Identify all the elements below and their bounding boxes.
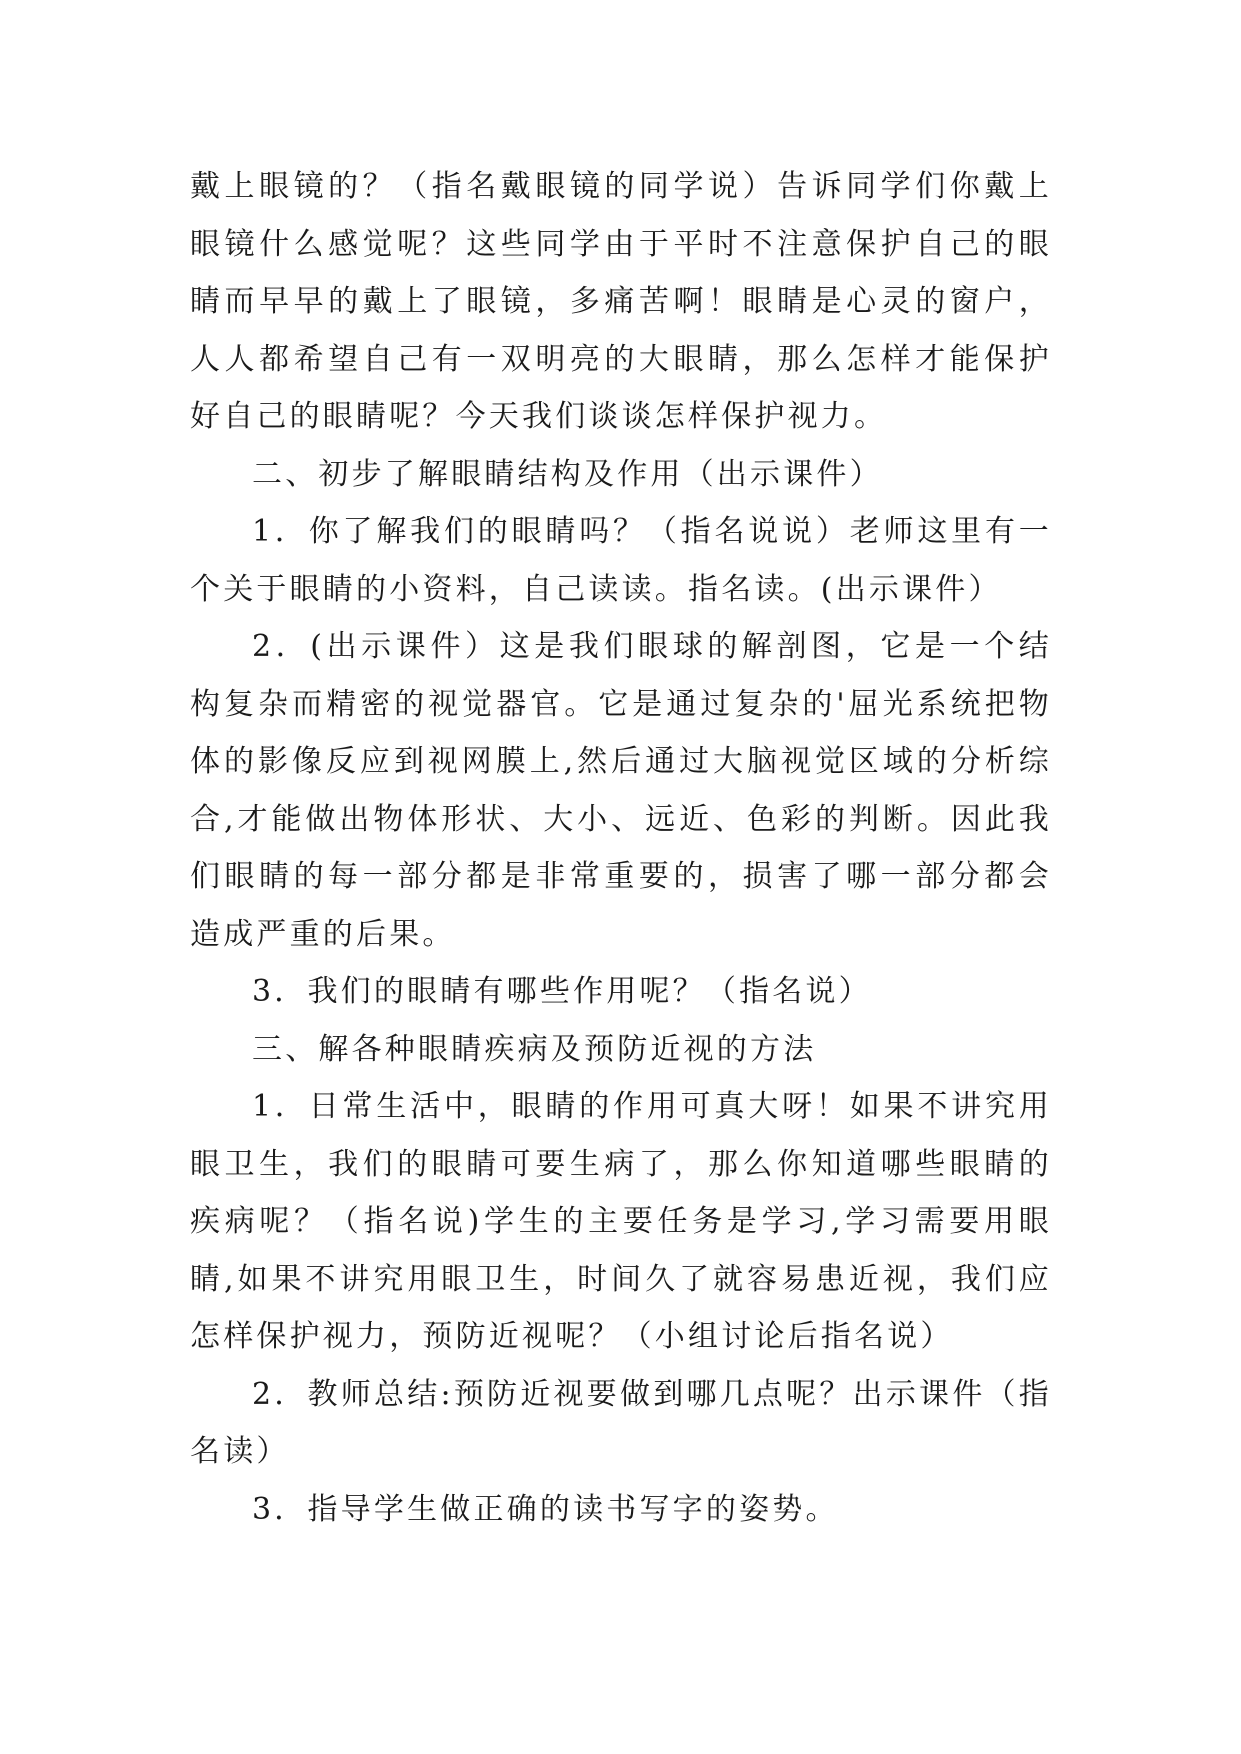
section-heading: 三、解各种眼睛疾病及预防近视的方法 [252,1031,817,1067]
paragraph: 3．指导学生做正确的读书写字的姿势。 [252,1491,839,1527]
paragraph: 2．(出示课件）这是我们眼球的解剖图，它是一个结构复杂而精密的视觉器官。它是通过复杂的'屈光系统把物体的影像反应到视网膜上,然后通过大脑视觉区域的分析综合,才能做出物体形状、大小、远近、色彩的判断。因此我们眼睛的每一部分都是非常重要的，损害了哪一部分都会造成严重的后果。 [190,629,1052,952]
paragraph: 1．你了解我们的眼睛吗？（指名说说）老师这里有一个关于眼睛的小资料，自己读读。指名读。(出示课件） [190,514,1052,607]
paragraph: 1．日常生活中，眼睛的作用可真大呀！如果不讲究用眼卫生，我们的眼睛可要生病了，那么你知道哪些眼睛的疾病呢？（指名说)学生的主要任务是学习,学习需要用眼睛,如果不讲究用眼卫生，时间久了就容易患近视，我们应怎样保护视力，预防近视呢？（小组讨论后指名说） [190,1089,1052,1354]
section-heading: 二、初步了解眼睛结构及作用（出示课件） [252,456,883,492]
paragraph: 戴上眼镜的？（指名戴眼镜的同学说）告诉同学们你戴上眼镜什么感觉呢？这些同学由于平时不注意保护自己的眼睛而早早的戴上了眼镜，多痛苦啊！眼睛是心灵的窗户，人人都希望自己有一双明亮的大眼睛，那么怎样才能保护好自己的眼睛呢？今天我们谈谈怎样保护视力。 [190,169,1052,434]
document-body [190,158,1052,1538]
paragraph: 2．教师总结:预防近视要做到哪几点呢？出示课件（指名读） [190,1376,1052,1469]
paragraph: 3．我们的眼睛有哪些作用呢？（指名说） [252,974,872,1009]
